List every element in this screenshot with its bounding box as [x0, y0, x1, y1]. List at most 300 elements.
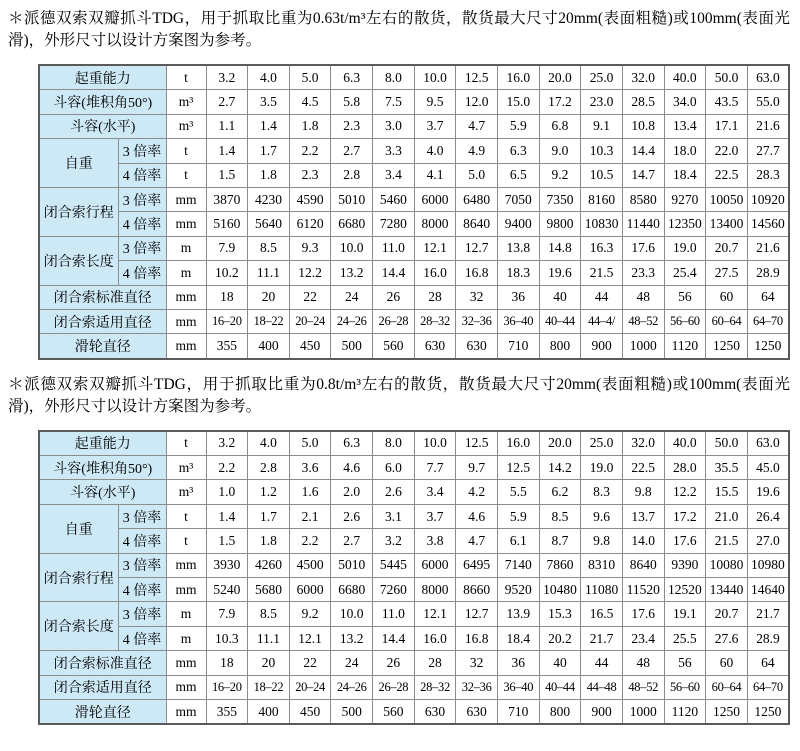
value-cell: 7860: [539, 553, 581, 577]
value-cell: 5.0: [289, 65, 331, 90]
value-cell: 18: [206, 651, 248, 675]
value-cell: 16.8: [456, 626, 498, 650]
value-cell: 32: [456, 285, 498, 309]
unit-cell: mm: [166, 334, 206, 359]
value-cell: 60: [706, 285, 748, 309]
value-cell: 5160: [206, 212, 248, 236]
table-row: [39, 480, 789, 504]
value-cell: 9800: [539, 212, 581, 236]
value-cell: 2.3: [289, 163, 331, 187]
table-row: [39, 261, 789, 285]
unit-cell: t: [166, 431, 206, 456]
value-cell: 630: [414, 334, 456, 359]
value-cell: 22.5: [706, 163, 748, 187]
value-cell: 22.0: [706, 139, 748, 163]
unit-cell: t: [166, 65, 206, 90]
unit-cell: t: [166, 529, 206, 553]
value-cell: 3.0: [373, 114, 415, 138]
value-cell: 1250: [747, 334, 789, 359]
value-cell: 2.2: [289, 139, 331, 163]
value-cell: 21.6: [747, 236, 789, 260]
value-cell: 63.0: [747, 431, 789, 456]
value-cell: 10.0: [331, 236, 373, 260]
value-cell: 9.7: [456, 456, 498, 480]
value-cell: 8.5: [248, 602, 290, 626]
value-cell: 20–24: [289, 309, 331, 333]
row-sublabel-cell: 4 倍率: [118, 212, 166, 236]
value-cell: 27.5: [706, 261, 748, 285]
value-cell: 12.2: [289, 261, 331, 285]
value-cell: 9390: [664, 553, 706, 577]
value-cell: 2.7: [206, 90, 248, 114]
value-cell: 500: [331, 699, 373, 724]
value-cell: 8160: [581, 187, 623, 211]
table-row: [39, 529, 789, 553]
value-cell: 6.5: [497, 163, 539, 187]
value-cell: 2.6: [373, 480, 415, 504]
value-cell: 6000: [414, 553, 456, 577]
value-cell: 8.5: [539, 504, 581, 528]
value-cell: 15.0: [497, 90, 539, 114]
value-cell: 44: [581, 285, 623, 309]
value-cell: 26: [373, 285, 415, 309]
unit-cell: mm: [166, 309, 206, 333]
value-cell: 3.2: [206, 431, 248, 456]
value-cell: 8000: [414, 578, 456, 602]
value-cell: 36–40: [497, 309, 539, 333]
value-cell: 10.0: [414, 431, 456, 456]
value-cell: 14.2: [539, 456, 581, 480]
value-cell: 9.8: [581, 529, 623, 553]
value-cell: 4.6: [456, 504, 498, 528]
value-cell: 450: [289, 334, 331, 359]
value-cell: 355: [206, 334, 248, 359]
value-cell: 56–60: [664, 309, 706, 333]
value-cell: 4590: [289, 187, 331, 211]
value-cell: 5240: [206, 578, 248, 602]
spec-table-2: [38, 430, 790, 726]
value-cell: 7140: [497, 553, 539, 577]
value-cell: 23.3: [622, 261, 664, 285]
table-row: [39, 675, 789, 699]
value-cell: 7280: [373, 212, 415, 236]
row-label-cell: 斗容(水平): [39, 480, 166, 504]
value-cell: 1.4: [248, 114, 290, 138]
unit-cell: m³: [166, 90, 206, 114]
value-cell: 16.0: [497, 431, 539, 456]
value-cell: 1.4: [206, 504, 248, 528]
value-cell: 12.5: [497, 456, 539, 480]
value-cell: 4.0: [414, 139, 456, 163]
value-cell: 16.0: [414, 261, 456, 285]
value-cell: 40–44: [539, 309, 581, 333]
value-cell: 28.9: [747, 261, 789, 285]
value-cell: 8.0: [373, 65, 415, 90]
value-cell: 21.0: [706, 504, 748, 528]
value-cell: 45.0: [747, 456, 789, 480]
value-cell: 32.0: [622, 65, 664, 90]
value-cell: 6.3: [331, 65, 373, 90]
value-cell: 36–40: [497, 675, 539, 699]
table-row: [39, 90, 789, 114]
value-cell: 1.2: [248, 480, 290, 504]
value-cell: 20: [248, 651, 290, 675]
value-cell: 9.6: [581, 504, 623, 528]
value-cell: 4.6: [331, 456, 373, 480]
value-cell: 18.0: [664, 139, 706, 163]
value-cell: 13440: [706, 578, 748, 602]
row-sublabel-cell: 3 倍率: [118, 553, 166, 577]
value-cell: 10.3: [581, 139, 623, 163]
value-cell: 2.2: [289, 529, 331, 553]
value-cell: 16–20: [206, 309, 248, 333]
value-cell: 800: [539, 334, 581, 359]
value-cell: 8660: [456, 578, 498, 602]
value-cell: 12.1: [414, 236, 456, 260]
value-cell: 500: [331, 334, 373, 359]
value-cell: 17.2: [539, 90, 581, 114]
value-cell: 9520: [497, 578, 539, 602]
value-cell: 27.0: [747, 529, 789, 553]
value-cell: 14.4: [373, 261, 415, 285]
unit-cell: mm: [166, 187, 206, 211]
value-cell: 11080: [581, 578, 623, 602]
table-row: [39, 114, 789, 138]
value-cell: 19.6: [539, 261, 581, 285]
value-cell: 3.1: [373, 504, 415, 528]
row-sublabel-cell: 3 倍率: [118, 236, 166, 260]
value-cell: 3.3: [373, 139, 415, 163]
value-cell: 28–32: [414, 309, 456, 333]
row-sublabel-cell: 4 倍率: [118, 261, 166, 285]
table-row: [39, 187, 789, 211]
value-cell: 28–32: [414, 675, 456, 699]
value-cell: 40: [539, 285, 581, 309]
value-cell: 55.0: [747, 90, 789, 114]
value-cell: 14.7: [622, 163, 664, 187]
value-cell: 16.0: [414, 626, 456, 650]
unit-cell: mm: [166, 675, 206, 699]
unit-cell: m: [166, 602, 206, 626]
value-cell: 9270: [664, 187, 706, 211]
unit-cell: m³: [166, 114, 206, 138]
value-cell: 56: [664, 285, 706, 309]
value-cell: 1.0: [206, 480, 248, 504]
value-cell: 10830: [581, 212, 623, 236]
value-cell: 6.3: [331, 431, 373, 456]
value-cell: 10980: [747, 553, 789, 577]
row-label-cell: 自重: [39, 504, 118, 553]
value-cell: 14560: [747, 212, 789, 236]
table-row: [39, 504, 789, 528]
value-cell: 3870: [206, 187, 248, 211]
table-row: [39, 699, 789, 724]
value-cell: 1.8: [289, 114, 331, 138]
value-cell: 4.5: [289, 90, 331, 114]
value-cell: 16.0: [497, 65, 539, 90]
value-cell: 2.6: [331, 504, 373, 528]
value-cell: 21.5: [706, 529, 748, 553]
value-cell: 8310: [581, 553, 623, 577]
value-cell: 630: [456, 699, 498, 724]
value-cell: 20.7: [706, 602, 748, 626]
value-cell: 18–22: [248, 309, 290, 333]
value-cell: 1.6: [289, 480, 331, 504]
value-cell: 5640: [248, 212, 290, 236]
value-cell: 21.7: [581, 626, 623, 650]
value-cell: 1.8: [248, 163, 290, 187]
value-cell: 14.0: [622, 529, 664, 553]
value-cell: 4.7: [456, 529, 498, 553]
value-cell: 12.5: [456, 65, 498, 90]
table-row: [39, 334, 789, 359]
value-cell: 1.5: [206, 163, 248, 187]
value-cell: 11.1: [248, 261, 290, 285]
unit-cell: mm: [166, 651, 206, 675]
value-cell: 560: [373, 334, 415, 359]
value-cell: 630: [456, 334, 498, 359]
value-cell: 400: [248, 334, 290, 359]
value-cell: 12520: [664, 578, 706, 602]
value-cell: 40–44: [539, 675, 581, 699]
table-row: [39, 65, 789, 90]
row-label-cell: 滑轮直径: [39, 334, 166, 359]
unit-cell: m: [166, 261, 206, 285]
value-cell: 32–36: [456, 675, 498, 699]
value-cell: 1.8: [248, 529, 290, 553]
table-row: [39, 212, 789, 236]
value-cell: 1250: [747, 699, 789, 724]
value-cell: 13.2: [331, 261, 373, 285]
value-cell: 11520: [622, 578, 664, 602]
value-cell: 3.7: [414, 114, 456, 138]
value-cell: 32.0: [622, 431, 664, 456]
value-cell: 1.5: [206, 529, 248, 553]
value-cell: 5010: [331, 553, 373, 577]
value-cell: 20.2: [539, 626, 581, 650]
value-cell: 60: [706, 651, 748, 675]
value-cell: 13.7: [622, 504, 664, 528]
value-cell: 1250: [706, 334, 748, 359]
value-cell: 27.7: [747, 139, 789, 163]
value-cell: 35.5: [706, 456, 748, 480]
row-label-cell: 斗容(堆积角50°): [39, 90, 166, 114]
value-cell: 6.0: [373, 456, 415, 480]
value-cell: 17.1: [706, 114, 748, 138]
value-cell: 1.7: [248, 139, 290, 163]
value-cell: 20.0: [539, 431, 581, 456]
value-cell: 22.5: [622, 456, 664, 480]
value-cell: 10.0: [331, 602, 373, 626]
value-cell: 4.2: [456, 480, 498, 504]
row-sublabel-cell: 3 倍率: [118, 602, 166, 626]
value-cell: 40: [539, 651, 581, 675]
value-cell: 19.0: [581, 456, 623, 480]
value-cell: 1120: [664, 334, 706, 359]
value-cell: 10920: [747, 187, 789, 211]
row-label-cell: 闭合索长度: [39, 602, 118, 651]
value-cell: 64: [747, 651, 789, 675]
value-cell: 14640: [747, 578, 789, 602]
value-cell: 3.2: [206, 65, 248, 90]
value-cell: 6.8: [539, 114, 581, 138]
value-cell: 710: [497, 334, 539, 359]
value-cell: 900: [581, 699, 623, 724]
value-cell: 3.4: [373, 163, 415, 187]
value-cell: 4500: [289, 553, 331, 577]
value-cell: 43.5: [706, 90, 748, 114]
value-cell: 8640: [622, 553, 664, 577]
value-cell: 10.3: [206, 626, 248, 650]
spec-table-1: [38, 64, 790, 360]
value-cell: 5.0: [289, 431, 331, 456]
unit-cell: mm: [166, 285, 206, 309]
value-cell: 13.4: [664, 114, 706, 138]
unit-cell: m³: [166, 456, 206, 480]
unit-cell: t: [166, 504, 206, 528]
value-cell: 17.2: [664, 504, 706, 528]
unit-cell: mm: [166, 212, 206, 236]
value-cell: 56–60: [664, 675, 706, 699]
row-label-cell: 斗容(水平): [39, 114, 166, 138]
table-row: [39, 163, 789, 187]
table-row: [39, 431, 789, 456]
value-cell: 20: [248, 285, 290, 309]
value-cell: 19.1: [664, 602, 706, 626]
value-cell: 2.8: [248, 456, 290, 480]
value-cell: 1.1: [206, 114, 248, 138]
value-cell: 4.1: [414, 163, 456, 187]
value-cell: 63.0: [747, 65, 789, 90]
value-cell: 36: [497, 651, 539, 675]
value-cell: 9.5: [414, 90, 456, 114]
row-label-cell: 闭合索适用直径: [39, 675, 166, 699]
value-cell: 44–48: [581, 675, 623, 699]
value-cell: 4.7: [456, 114, 498, 138]
row-label-cell: 滑轮直径: [39, 699, 166, 724]
value-cell: 40.0: [664, 65, 706, 90]
value-cell: 7350: [539, 187, 581, 211]
value-cell: 16.5: [581, 602, 623, 626]
value-cell: 6000: [289, 578, 331, 602]
value-cell: 44: [581, 651, 623, 675]
value-cell: 24–26: [331, 675, 373, 699]
value-cell: 11.0: [373, 236, 415, 260]
value-cell: 44–4/: [581, 309, 623, 333]
value-cell: 18.4: [497, 626, 539, 650]
value-cell: 19.6: [747, 480, 789, 504]
value-cell: 26: [373, 651, 415, 675]
table-row: [39, 602, 789, 626]
value-cell: 21.7: [747, 602, 789, 626]
value-cell: 7.9: [206, 602, 248, 626]
value-cell: 2.0: [331, 480, 373, 504]
value-cell: 9.3: [289, 236, 331, 260]
value-cell: 7.5: [373, 90, 415, 114]
value-cell: 12.5: [456, 431, 498, 456]
value-cell: 20–24: [289, 675, 331, 699]
value-cell: 8.7: [539, 529, 581, 553]
value-cell: 9.8: [622, 480, 664, 504]
value-cell: 10.2: [206, 261, 248, 285]
table-row: [39, 139, 789, 163]
row-sublabel-cell: 3 倍率: [118, 504, 166, 528]
value-cell: 28.9: [747, 626, 789, 650]
value-cell: 3.7: [414, 504, 456, 528]
value-cell: 8640: [456, 212, 498, 236]
intro-paragraph-2: ＊派德双索双瓣抓斗TDG，用于抓取比重为0.8t/m³左右的散货，散货最大尺寸20mm(表面粗糙)或100mm(表面光滑)，外形尺寸以设计方案图为参考。: [8, 375, 790, 415]
value-cell: 10480: [539, 578, 581, 602]
unit-cell: mm: [166, 699, 206, 724]
table-row: [39, 553, 789, 577]
value-cell: 7050: [497, 187, 539, 211]
value-cell: 28.3: [747, 163, 789, 187]
value-cell: 8580: [622, 187, 664, 211]
value-cell: 2.3: [331, 114, 373, 138]
value-cell: 9.1: [581, 114, 623, 138]
value-cell: 6.2: [539, 480, 581, 504]
value-cell: 18.3: [497, 261, 539, 285]
value-cell: 13.9: [497, 602, 539, 626]
value-cell: 24–26: [331, 309, 373, 333]
value-cell: 11440: [622, 212, 664, 236]
value-cell: 5445: [373, 553, 415, 577]
value-cell: 64–70: [747, 675, 789, 699]
value-cell: 6680: [331, 578, 373, 602]
value-cell: 28.5: [622, 90, 664, 114]
row-label-cell: 斗容(堆积角50°): [39, 456, 166, 480]
value-cell: 28.0: [664, 456, 706, 480]
value-cell: 4.0: [248, 431, 290, 456]
value-cell: 1000: [622, 699, 664, 724]
value-cell: 6120: [289, 212, 331, 236]
row-label-cell: 闭合索长度: [39, 236, 118, 285]
value-cell: 25.5: [664, 626, 706, 650]
value-cell: 10.8: [622, 114, 664, 138]
value-cell: 5.0: [456, 163, 498, 187]
value-cell: 23.4: [622, 626, 664, 650]
value-cell: 6.3: [497, 139, 539, 163]
value-cell: 2.8: [331, 163, 373, 187]
value-cell: 450: [289, 699, 331, 724]
value-cell: 2.1: [289, 504, 331, 528]
value-cell: 23.0: [581, 90, 623, 114]
unit-cell: m: [166, 236, 206, 260]
value-cell: 21.5: [581, 261, 623, 285]
value-cell: 560: [373, 699, 415, 724]
value-cell: 12350: [664, 212, 706, 236]
row-sublabel-cell: 3 倍率: [118, 139, 166, 163]
table-row: [39, 456, 789, 480]
value-cell: 34.0: [664, 90, 706, 114]
table-row: [39, 285, 789, 309]
value-cell: 6000: [414, 187, 456, 211]
value-cell: 60–64: [706, 675, 748, 699]
value-cell: 1250: [706, 699, 748, 724]
value-cell: 48–52: [622, 675, 664, 699]
value-cell: 20.0: [539, 65, 581, 90]
value-cell: 24: [331, 285, 373, 309]
value-cell: 6480: [456, 187, 498, 211]
value-cell: 16.3: [581, 236, 623, 260]
value-cell: 355: [206, 699, 248, 724]
value-cell: 9.2: [289, 602, 331, 626]
value-cell: 26.4: [747, 504, 789, 528]
row-label-cell: 闭合索行程: [39, 553, 118, 602]
value-cell: 1120: [664, 699, 706, 724]
value-cell: 15.5: [706, 480, 748, 504]
value-cell: 21.6: [747, 114, 789, 138]
